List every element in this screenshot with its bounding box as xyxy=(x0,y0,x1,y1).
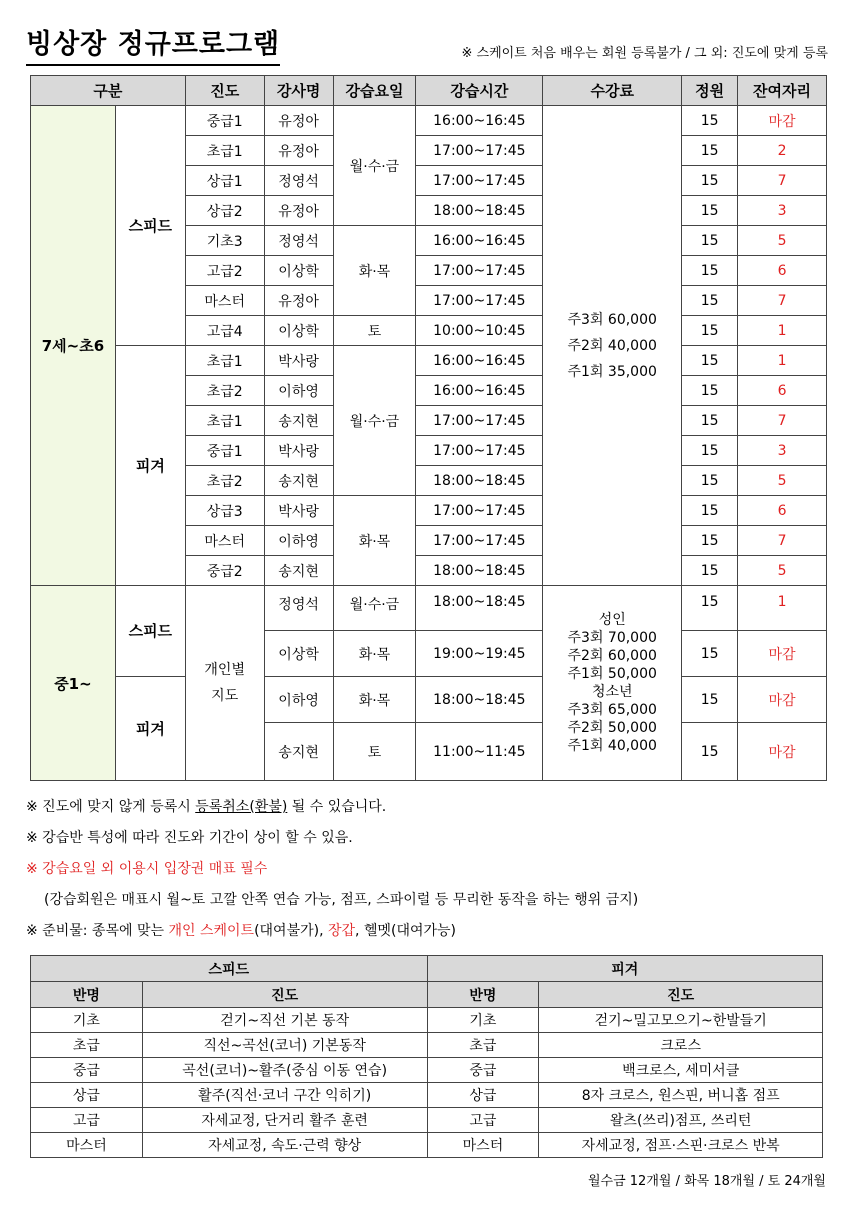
level-cell: 중급1 xyxy=(185,106,264,136)
time-cell: 16:00~16:45 xyxy=(416,106,543,136)
figure-progress: 자세교정, 점프·스핀·크로스 반복 xyxy=(539,1133,823,1158)
header-level: 진도 xyxy=(185,76,264,106)
remaining-cell: 6 xyxy=(738,256,827,286)
table-row xyxy=(31,677,827,723)
remaining-cell: 3 xyxy=(738,436,827,466)
fee-line: 주3회 65,000 xyxy=(567,702,657,718)
header-remaining: 잔여자리 xyxy=(738,76,827,106)
remaining-cell: 6 xyxy=(738,496,827,526)
teacher-cell: 이하영 xyxy=(264,376,333,406)
level-cell: 마스터 xyxy=(185,286,264,316)
note-equipment xyxy=(26,916,836,947)
fee-cell xyxy=(543,586,682,781)
remaining-cell: 5 xyxy=(738,466,827,496)
fee-line: 주3회 70,000 xyxy=(567,630,657,646)
header-time: 강습시간 xyxy=(416,76,543,106)
figure-class: 기초 xyxy=(427,1008,539,1033)
schedule-table xyxy=(30,75,827,781)
capacity-cell: 15 xyxy=(682,166,738,196)
teacher-cell: 박사랑 xyxy=(264,436,333,466)
time-cell: 17:00~17:45 xyxy=(416,256,543,286)
time-cell: 19:00~19:45 xyxy=(416,631,543,677)
speed-class: 기초 xyxy=(31,1008,143,1033)
individual-level-cell xyxy=(185,586,264,781)
teacher-cell: 정영석 xyxy=(264,226,333,256)
remaining-cell: 7 xyxy=(738,406,827,436)
time-cell: 16:00~16:45 xyxy=(416,376,543,406)
teacher-cell: 이상학 xyxy=(264,256,333,286)
remaining-cell: 5 xyxy=(738,226,827,256)
remaining-cell: 6 xyxy=(738,376,827,406)
level-row xyxy=(31,1008,823,1033)
level-guide-table xyxy=(30,955,823,1158)
header-days: 강습요일 xyxy=(333,76,416,106)
level-row xyxy=(31,1033,823,1058)
speed-progress: 활주(직선·코너 구간 익히기) xyxy=(142,1083,427,1108)
level-cell: 중급2 xyxy=(185,556,264,586)
remaining-cell: 1 xyxy=(738,586,827,631)
table-row xyxy=(31,586,827,631)
level-cell: 초급2 xyxy=(185,376,264,406)
time-cell: 18:00~18:45 xyxy=(416,677,543,723)
note-text: ※ 진도에 맞지 않게 등록시 xyxy=(26,799,196,815)
fee-cell xyxy=(543,106,682,586)
speed-progress: 걷기~직선 기본 동작 xyxy=(142,1008,427,1033)
capacity-cell: 15 xyxy=(682,406,738,436)
col-class: 반명 xyxy=(427,982,539,1008)
figure-label: 피겨 xyxy=(115,346,185,586)
level-cell: 상급2 xyxy=(185,196,264,226)
note-text: (대여불가), xyxy=(254,923,328,939)
speed-progress: 직선~곡선(코너) 기본동작 xyxy=(142,1033,427,1058)
level-cell: 상급3 xyxy=(185,496,264,526)
remaining-cell: 5 xyxy=(738,556,827,586)
capacity-cell: 15 xyxy=(682,136,738,166)
capacity-cell: 15 xyxy=(682,677,738,723)
note-period: ※ 강습반 특성에 따라 진도와 기간이 상이 할 수 있음. xyxy=(26,830,353,846)
teacher-cell: 유정아 xyxy=(264,286,333,316)
level-row xyxy=(31,1058,823,1083)
level-cell: 중급1 xyxy=(185,436,264,466)
level-cell: 상급1 xyxy=(185,166,264,196)
remaining-cell: 마감 xyxy=(738,723,827,781)
teacher-cell: 송지현 xyxy=(264,466,333,496)
capacity-cell: 15 xyxy=(682,256,738,286)
remaining-cell: 2 xyxy=(738,136,827,166)
fee-line: 주2회 50,000 xyxy=(567,720,657,736)
remaining-cell: 7 xyxy=(738,166,827,196)
skates-required: 개인 스케이트 xyxy=(168,923,255,939)
notes-section xyxy=(26,792,836,947)
days-cell: 월·수·금 xyxy=(333,346,416,496)
capacity-cell: 15 xyxy=(682,346,738,376)
teacher-cell: 이상학 xyxy=(264,316,333,346)
page-title: 빙상장 정규프로그램 xyxy=(26,28,280,66)
note-text: 될 수 있습니다. xyxy=(287,799,387,815)
time-cell: 18:00~18:45 xyxy=(416,196,543,226)
capacity-cell: 15 xyxy=(682,286,738,316)
period-footer: 월수금 12개월 / 화목 18개월 / 토 24개월 xyxy=(587,1174,826,1189)
teacher-cell: 박사랑 xyxy=(264,496,333,526)
remaining-cell: 마감 xyxy=(738,631,827,677)
capacity-cell: 15 xyxy=(682,106,738,136)
registration-note: ※ 스케이트 처음 배우는 회원 등록불가 / 그 외: 진도에 맞게 등록 xyxy=(461,46,828,61)
time-cell: 18:00~18:45 xyxy=(416,586,543,631)
table-row xyxy=(31,346,827,376)
speed-class: 중급 xyxy=(31,1058,143,1083)
speed-class: 고급 xyxy=(31,1108,143,1133)
level-line: 개인별 xyxy=(204,662,245,678)
remaining-cell: 7 xyxy=(738,286,827,316)
time-cell: 17:00~17:45 xyxy=(416,286,543,316)
note-text: ※ 준비물: 종목에 맞는 xyxy=(26,923,169,939)
teacher-cell: 유정아 xyxy=(264,136,333,166)
fee-line: 주1회 35,000 xyxy=(567,363,657,380)
time-cell: 17:00~17:45 xyxy=(416,136,543,166)
capacity-cell: 15 xyxy=(682,586,738,631)
speed-label: 스피드 xyxy=(115,586,185,677)
days-cell: 화·목 xyxy=(333,677,416,723)
level-guide-subheader xyxy=(31,982,823,1008)
header-category: 구분 xyxy=(31,76,186,106)
days-cell: 월·수·금 xyxy=(333,586,416,631)
header-teacher: 강사명 xyxy=(264,76,333,106)
days-cell: 토 xyxy=(333,723,416,781)
capacity-cell: 15 xyxy=(682,196,738,226)
remaining-cell: 1 xyxy=(738,316,827,346)
group-age-label: 7세~초6 xyxy=(31,106,116,586)
refund-underlined: 등록취소(환불) xyxy=(195,799,288,815)
teacher-cell: 정영석 xyxy=(264,586,333,631)
capacity-cell: 15 xyxy=(682,496,738,526)
remaining-cell: 마감 xyxy=(738,106,827,136)
time-cell: 18:00~18:45 xyxy=(416,556,543,586)
group-age-label: 중1~ xyxy=(31,586,116,781)
speed-progress: 곡선(코너)~활주(중심 이동 연습) xyxy=(142,1058,427,1083)
teacher-cell: 유정아 xyxy=(264,196,333,226)
days-cell: 화·목 xyxy=(333,496,416,586)
time-cell: 17:00~17:45 xyxy=(416,526,543,556)
table-row xyxy=(31,106,827,136)
fee-line: 성인 xyxy=(598,612,626,628)
fee-line: 주2회 60,000 xyxy=(567,648,657,664)
remaining-cell: 3 xyxy=(738,196,827,226)
time-cell: 17:00~17:45 xyxy=(416,406,543,436)
teacher-cell: 이하영 xyxy=(264,677,333,723)
time-cell: 17:00~17:45 xyxy=(416,436,543,466)
level-row xyxy=(31,1108,823,1133)
level-cell: 초급1 xyxy=(185,346,264,376)
speed-class: 초급 xyxy=(31,1033,143,1058)
teacher-cell: 이하영 xyxy=(264,526,333,556)
col-progress: 진도 xyxy=(539,982,823,1008)
level-cell: 기초3 xyxy=(185,226,264,256)
figure-class: 상급 xyxy=(427,1083,539,1108)
remaining-cell: 마감 xyxy=(738,677,827,723)
figure-label: 피겨 xyxy=(115,677,185,781)
speed-label: 스피드 xyxy=(115,106,185,346)
figure-progress: 왈츠(쓰리)점프, 쓰리턴 xyxy=(539,1108,823,1133)
header-fee: 수강료 xyxy=(543,76,682,106)
speed-progress: 자세교정, 속도·근력 향상 xyxy=(142,1133,427,1158)
teacher-cell: 정영석 xyxy=(264,166,333,196)
teacher-cell: 유정아 xyxy=(264,106,333,136)
days-cell: 월·수·금 xyxy=(333,106,416,226)
figure-class: 마스터 xyxy=(427,1133,539,1158)
col-progress: 진도 xyxy=(142,982,427,1008)
days-cell: 화·목 xyxy=(333,226,416,316)
days-cell: 토 xyxy=(333,316,416,346)
speed-header: 스피드 xyxy=(31,956,428,982)
level-cell: 초급1 xyxy=(185,406,264,436)
time-cell: 17:00~17:45 xyxy=(416,496,543,526)
note-text: , 헬멧(대여가능) xyxy=(355,923,457,939)
speed-progress: 자세교정, 단거리 활주 훈련 xyxy=(142,1108,427,1133)
teacher-cell: 박사랑 xyxy=(264,346,333,376)
level-cell: 초급1 xyxy=(185,136,264,166)
days-cell: 화·목 xyxy=(333,631,416,677)
level-row xyxy=(31,1133,823,1158)
remaining-cell: 7 xyxy=(738,526,827,556)
level-line: 지도 xyxy=(211,688,239,704)
note-refund xyxy=(26,792,836,823)
time-cell: 16:00~16:45 xyxy=(416,226,543,256)
time-cell: 16:00~16:45 xyxy=(416,346,543,376)
capacity-cell: 15 xyxy=(682,376,738,406)
teacher-cell: 송지현 xyxy=(264,406,333,436)
capacity-cell: 15 xyxy=(682,226,738,256)
speed-class: 상급 xyxy=(31,1083,143,1108)
figure-class: 고급 xyxy=(427,1108,539,1133)
time-cell: 11:00~11:45 xyxy=(416,723,543,781)
gloves-required: 장갑 xyxy=(327,923,356,939)
figure-class: 중급 xyxy=(427,1058,539,1083)
capacity-cell: 15 xyxy=(682,526,738,556)
fee-line: 주3회 60,000 xyxy=(567,311,657,328)
level-cell: 고급4 xyxy=(185,316,264,346)
time-cell: 17:00~17:45 xyxy=(416,166,543,196)
capacity-cell: 15 xyxy=(682,436,738,466)
level-row xyxy=(31,1083,823,1108)
figure-header: 피겨 xyxy=(427,956,823,982)
teacher-cell: 이상학 xyxy=(264,631,333,677)
speed-class: 마스터 xyxy=(31,1133,143,1158)
level-guide-header xyxy=(31,956,823,982)
note-practice-rule: (강습회원은 매표시 월~토 고깔 안쪽 연습 가능, 점프, 스파이럴 등 무리한 동작을 하는 행위 금지) xyxy=(44,892,639,908)
figure-class: 초급 xyxy=(427,1033,539,1058)
time-cell: 10:00~10:45 xyxy=(416,316,543,346)
fee-line: 주1회 50,000 xyxy=(567,666,657,682)
time-cell: 18:00~18:45 xyxy=(416,466,543,496)
remaining-cell: 1 xyxy=(738,346,827,376)
level-cell: 마스터 xyxy=(185,526,264,556)
teacher-cell: 송지현 xyxy=(264,556,333,586)
teacher-cell: 송지현 xyxy=(264,723,333,781)
capacity-cell: 15 xyxy=(682,556,738,586)
header-row xyxy=(31,76,827,106)
figure-progress: 8자 크로스, 원스핀, 버니홉 점프 xyxy=(539,1083,823,1108)
capacity-cell: 15 xyxy=(682,316,738,346)
figure-progress: 크로스 xyxy=(539,1033,823,1058)
fee-line: 주2회 40,000 xyxy=(567,337,657,354)
note-ticket: ※ 강습요일 외 이용시 입장권 매표 필수 xyxy=(26,861,268,877)
capacity-cell: 15 xyxy=(682,631,738,677)
col-class: 반명 xyxy=(31,982,143,1008)
capacity-cell: 15 xyxy=(682,723,738,781)
level-cell: 고급2 xyxy=(185,256,264,286)
capacity-cell: 15 xyxy=(682,466,738,496)
header-capacity: 정원 xyxy=(682,76,738,106)
fee-line: 주1회 40,000 xyxy=(567,738,657,754)
fee-line: 청소년 xyxy=(591,684,633,700)
figure-progress: 걷기~밀고모으기~한발들기 xyxy=(539,1008,823,1033)
level-cell: 초급2 xyxy=(185,466,264,496)
figure-progress: 백크로스, 세미서클 xyxy=(539,1058,823,1083)
